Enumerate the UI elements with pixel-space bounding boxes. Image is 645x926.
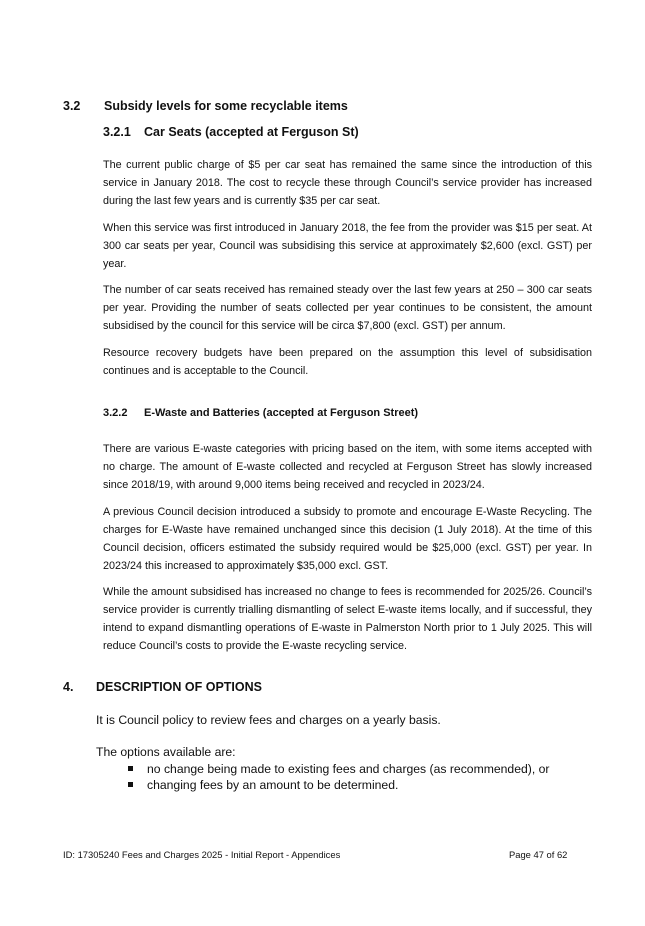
car-seats-paragraph-1: The current public charge of $5 per car seat has remained the same since the introduction of this service in January 2018. The cost to recycle these through Council’s service provider has increased during the last few years and is currently $35 per car seat. [103,159,592,207]
square-bullet-icon [128,766,133,771]
car-seats-paragraph-3: The number of car seats received has remained steady over the last few years at 250 – 300 car seats per year. Providing the number of seats collected per year continues to be consistent, the amount subsidised by the council for this service will be circa $7,800 (excl. GST) per annum. [103,284,592,332]
e-waste-paragraph-1: There are various E-waste categories with pricing based on the item, with some items accepted with no charge. The amount of E-waste collected and recycled at Ferguson Street has slowly increased since 2018/19, with around 9,000 items being received and recycled in 2023/24. [103,443,592,491]
footer-document-id: ID: 17305240 Fees and Charges 2025 - Initial Report - Appendices [63,849,341,860]
section-3-2-number: 3.2 [63,99,81,113]
footer-page-number: Page 47 of 62 [509,849,568,860]
section-3-2-2-number: 3.2.2 [103,407,128,419]
option-text: no change being made to existing fees and charges (as recommended), or [147,762,550,776]
section-3-2-title: Subsidy levels for some recyclable items [104,99,348,113]
section-3-2-1-number: 3.2.1 [103,125,131,139]
section-4-number: 4. [63,680,74,694]
options-intro: It is Council policy to review fees and charges on a yearly basis. [96,713,441,727]
e-waste-paragraph-3: While the amount subsidised has increased no change to fees is recommended for 2025/26. Council’s service provider is currently trialling dismantling of select E-waste items locally, and if successful, they intend to expand dismantling operations of E-waste in Palmerston North prior to 1 July 2025. This will reduce Council’s costs to provide the E-waste recycling service. [103,586,592,652]
section-4-title: DESCRIPTION OF OPTIONS [96,680,262,694]
section-3-2-2-title: E-Waste and Batteries (accepted at Ferguson Street) [144,407,419,419]
section-3-2-1-title: Car Seats (accepted at Ferguson St) [144,125,359,139]
car-seats-paragraph-2: When this service was first introduced in January 2018, the fee from the provider was $15 per seat. At 300 car seats per year, Council was subsidising this service at approximately $2,600 (excl. GST) per year. [103,222,592,270]
e-waste-paragraph-2: A previous Council decision introduced a subsidy to promote and encourage E-Waste Recycling. The charges for E-Waste have remained unchanged since this decision (1 July 2018). At the time of this Council decision, officers estimated the subsidy required would be $25,000 (excl. GST) per year. In 2023/24 this increased to approximately $35,000 excl. GST. [103,506,592,572]
car-seats-paragraph-4: Resource recovery budgets have been prepared on the assumption this level of subsidisation continues and is acceptable to the Council. [103,347,592,377]
option-text: changing fees by an amount to be determined. [147,778,399,792]
square-bullet-icon [128,782,133,787]
options-lead: The options available are: [96,745,236,759]
